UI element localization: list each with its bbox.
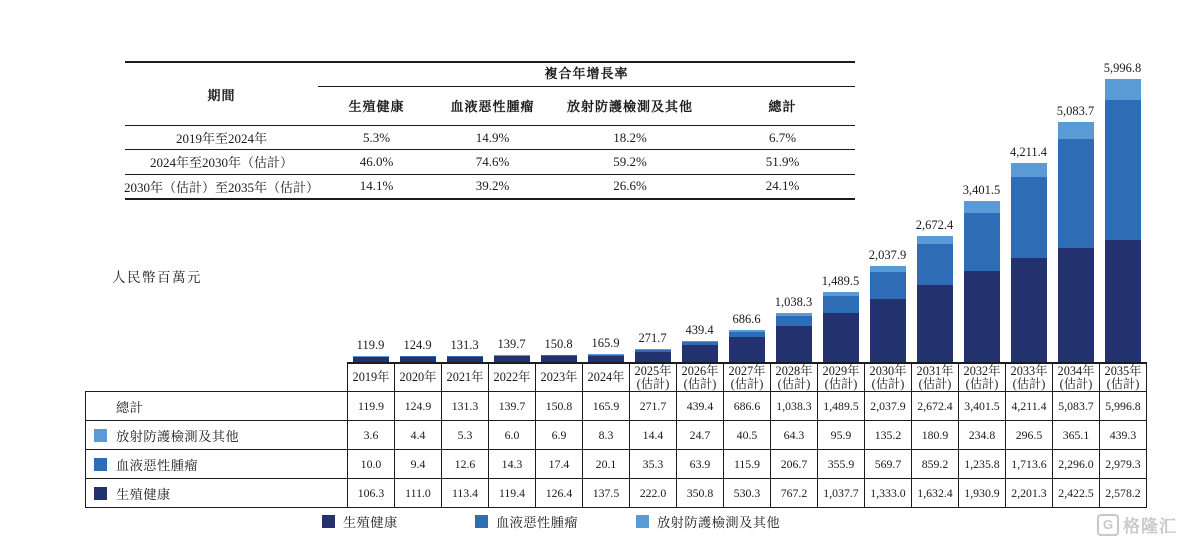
value-cell: 40.5	[723, 421, 770, 449]
bar-segment-hematologic	[964, 213, 1000, 271]
value-cell: 206.7	[770, 450, 817, 478]
bar-column	[911, 60, 958, 362]
year-label: 2026年	[681, 363, 719, 378]
bar-column	[770, 60, 817, 362]
bar-column	[629, 60, 676, 362]
bar-column	[347, 60, 394, 362]
table-row	[86, 420, 1146, 449]
row-label	[86, 479, 347, 507]
bar-segment-reproductive	[588, 356, 624, 362]
year-label: 2019年	[352, 370, 390, 384]
year-header-cell	[1005, 364, 1052, 391]
bar-column	[1099, 60, 1146, 362]
bar-segment-reproductive	[1058, 248, 1094, 362]
bar-column	[817, 60, 864, 362]
year-label: 2034年	[1057, 363, 1095, 378]
year-label: 2031年	[916, 363, 954, 378]
value-cell: 135.2	[864, 421, 911, 449]
bar-segment-hematologic	[870, 272, 906, 299]
bar-segment-radiation	[917, 236, 953, 245]
value-cell: 1,930.9	[958, 479, 1005, 507]
value-cell: 2,037.9	[864, 392, 911, 420]
value-cell: 9.4	[394, 450, 441, 478]
cagr-value-cell: 14.1%	[359, 178, 394, 194]
bar-segment-hematologic	[1011, 177, 1047, 258]
value-cell: 4,211.4	[1005, 392, 1052, 420]
value-cell: 569.7	[864, 450, 911, 478]
year-estimate-label: (估計)	[824, 376, 858, 391]
legend-swatch-icon-radiation	[94, 429, 107, 442]
bar-total-label: 2,037.9	[868, 247, 907, 262]
value-cell: 686.6	[723, 392, 770, 420]
bar-segment-reproductive	[917, 285, 953, 362]
data-table	[85, 391, 1147, 508]
year-header-cell	[911, 364, 958, 391]
value-cell: 530.3	[723, 479, 770, 507]
bar-stack	[1011, 163, 1047, 362]
year-header-cell	[347, 364, 394, 391]
value-cell: 124.9	[394, 392, 441, 420]
value-cell: 137.5	[582, 479, 629, 507]
cagr-value-cell: 59.2%	[613, 153, 647, 169]
bar-stack	[776, 313, 812, 362]
value-cell: 5,083.7	[1052, 392, 1099, 420]
bar-segment-radiation	[1011, 163, 1047, 177]
bar-stack	[1058, 122, 1094, 362]
value-cell: 126.4	[535, 479, 582, 507]
value-cell: 296.5	[1005, 421, 1052, 449]
value-cell: 6.0	[488, 421, 535, 449]
bar-segment-reproductive	[729, 337, 765, 362]
legend-label: 血液惡性腫瘤	[496, 515, 579, 530]
row-label	[86, 421, 347, 449]
value-cell: 365.1	[1052, 421, 1099, 449]
year-label: 2027年	[728, 363, 766, 378]
value-cell: 113.4	[441, 479, 488, 507]
cagr-value-cell: 74.6%	[475, 153, 510, 169]
cagr-col-header: 生殖健康	[348, 99, 405, 114]
row-label-text: 總計	[116, 399, 144, 415]
value-cell: 95.9	[817, 421, 864, 449]
bar-total-label: 119.9	[356, 338, 385, 353]
bar-column	[582, 60, 629, 362]
bar-total-label: 3,401.5	[962, 183, 1001, 198]
bar-stack	[588, 354, 624, 362]
bar-total-label: 4,211.4	[1009, 145, 1048, 160]
bar-segment-hematologic	[1058, 139, 1094, 247]
year-estimate-label: (估計)	[777, 376, 811, 391]
value-cell: 859.2	[911, 450, 958, 478]
value-cell: 355.9	[817, 450, 864, 478]
bar-segment-hematologic	[776, 316, 812, 326]
value-cell: 2,201.3	[1005, 479, 1052, 507]
bar-stack	[870, 266, 906, 362]
cagr-col-header: 放射防護檢測及其他	[566, 99, 693, 114]
bar-total-label: 150.8	[544, 336, 573, 351]
bar-stack	[823, 292, 859, 362]
year-header-cell	[535, 364, 582, 391]
bar-stack	[964, 201, 1000, 362]
value-cell: 150.8	[535, 392, 582, 420]
bar-segment-reproductive	[776, 326, 812, 362]
bar-column	[958, 60, 1005, 362]
value-cell: 1,235.8	[958, 450, 1005, 478]
year-label: 2020年	[399, 370, 437, 384]
year-header-cell	[958, 364, 1005, 391]
year-estimate-label: (估計)	[918, 376, 952, 391]
year-header-cell	[864, 364, 911, 391]
year-estimate-label: (估計)	[871, 376, 905, 391]
value-cell: 165.9	[582, 392, 629, 420]
year-header-cell	[676, 364, 723, 391]
row-label	[86, 450, 347, 478]
year-estimate-label: (估計)	[636, 376, 670, 391]
bar-total-label: 1,489.5	[821, 273, 860, 288]
bar-segment-hematologic	[917, 244, 953, 285]
cagr-value-cell: 46.0%	[359, 153, 394, 169]
cagr-value-cell: 5.3%	[362, 129, 391, 145]
year-label: 2035年	[1104, 363, 1142, 378]
bar-stack	[541, 355, 577, 362]
bar-stack	[682, 341, 718, 362]
value-cell: 14.3	[488, 450, 535, 478]
watermark-text: 格隆汇	[1123, 517, 1177, 536]
value-cell: 1,713.6	[1005, 450, 1052, 478]
value-cell: 1,038.3	[770, 392, 817, 420]
value-cell: 1,037.7	[817, 479, 864, 507]
row-label-text: 血液惡性腫瘤	[116, 457, 199, 473]
cagr-col-header: 血液惡性腫瘤	[450, 99, 535, 114]
cagr-group-header: 複合年增長率	[318, 63, 855, 87]
legend-item	[636, 512, 780, 531]
bar-segment-radiation	[1105, 79, 1141, 100]
bar-segment-hematologic	[823, 296, 859, 313]
value-cell: 2,979.3	[1099, 450, 1146, 478]
table-row	[86, 392, 1146, 420]
year-estimate-label: (估計)	[965, 376, 999, 391]
bar-total-label: 2,672.4	[915, 217, 954, 232]
legend-swatch-icon	[322, 515, 335, 528]
cagr-value-cell: 51.9%	[765, 153, 800, 169]
value-cell: 271.7	[629, 392, 676, 420]
value-cell: 2,296.0	[1052, 450, 1099, 478]
value-cell: 3.6	[347, 421, 394, 449]
year-label: 2032年	[963, 363, 1001, 378]
bar-total-label: 5,083.7	[1056, 104, 1095, 119]
gelonghui-icon: G	[1097, 514, 1119, 536]
value-cell: 234.8	[958, 421, 1005, 449]
row-label-text: 生殖健康	[116, 486, 171, 502]
cagr-value-cell: 18.2%	[613, 129, 647, 145]
year-header-cell	[441, 364, 488, 391]
bar-total-label: 686.6	[732, 311, 761, 326]
legend-item	[475, 512, 578, 531]
table-row	[86, 478, 1146, 507]
value-cell: 131.3	[441, 392, 488, 420]
value-cell: 5.3	[441, 421, 488, 449]
value-cell: 8.3	[582, 421, 629, 449]
value-cell: 24.7	[676, 421, 723, 449]
value-cell: 63.9	[676, 450, 723, 478]
year-label: 2028年	[775, 363, 813, 378]
value-cell: 439.4	[676, 392, 723, 420]
value-cell: 14.4	[629, 421, 676, 449]
value-cell: 3,401.5	[958, 392, 1005, 420]
bar-segment-reproductive	[1011, 258, 1047, 362]
legend-swatch-icon-hematologic	[94, 458, 107, 471]
legend-swatch-icon-reproductive	[94, 487, 107, 500]
row-label	[86, 392, 347, 420]
legend-item	[322, 512, 398, 531]
row-label-text: 放射防護檢測及其他	[116, 428, 240, 444]
cagr-period-header: 期間	[207, 87, 236, 103]
cagr-value-cell: 39.2%	[475, 178, 510, 194]
bar-segment-reproductive	[1105, 240, 1141, 362]
value-cell: 5,996.8	[1099, 392, 1146, 420]
cagr-period-cell: 2024年至2030年（估計）	[149, 155, 293, 171]
bar-stack	[494, 355, 530, 362]
year-header-cell	[817, 364, 864, 391]
year-label: 2029年	[822, 363, 860, 378]
bar-segment-reproductive	[964, 271, 1000, 362]
bar-segment-reproductive	[682, 345, 718, 362]
year-label: 2023年	[540, 370, 578, 384]
bar-column	[488, 60, 535, 362]
year-label: 2025年	[634, 363, 672, 378]
value-cell: 767.2	[770, 479, 817, 507]
year-label: 2022年	[493, 370, 531, 384]
legend-label: 生殖健康	[343, 515, 398, 530]
stacked-bar-chart	[347, 60, 1146, 362]
year-estimate-label: (估計)	[1059, 376, 1093, 391]
table-row	[86, 449, 1146, 478]
legend-swatch-icon	[636, 515, 649, 528]
bar-stack	[729, 330, 765, 362]
legend-label: 放射防護檢測及其他	[657, 515, 781, 530]
value-cell: 106.3	[347, 479, 394, 507]
bar-total-label: 139.7	[497, 337, 526, 352]
year-header-cell	[1099, 364, 1146, 391]
year-header-cell	[488, 364, 535, 391]
bar-total-label: 124.9	[403, 338, 432, 353]
year-label: 2030年	[869, 363, 907, 378]
value-cell: 350.8	[676, 479, 723, 507]
bar-column	[535, 60, 582, 362]
unit-label: 人民幣百萬元	[112, 270, 202, 285]
bar-segment-radiation	[964, 201, 1000, 212]
bar-total-label: 131.3	[450, 337, 479, 352]
bar-column	[864, 60, 911, 362]
cagr-period-cell: 2019年至2024年	[175, 131, 267, 147]
year-label: 2024年	[587, 370, 625, 384]
bar-column	[723, 60, 770, 362]
bar-column	[394, 60, 441, 362]
year-estimate-label: (估計)	[730, 376, 764, 391]
year-label: 2033年	[1010, 363, 1048, 378]
value-cell: 119.9	[347, 392, 394, 420]
bar-segment-radiation	[1058, 122, 1094, 139]
year-header-cell	[394, 364, 441, 391]
bar-stack	[635, 349, 671, 362]
bar-total-label: 165.9	[591, 336, 620, 351]
value-cell: 119.4	[488, 479, 535, 507]
cagr-value-cell: 24.1%	[765, 178, 800, 194]
value-cell: 35.3	[629, 450, 676, 478]
value-cell: 2,672.4	[911, 392, 958, 420]
legend-swatch-icon	[475, 515, 488, 528]
year-header-cell	[582, 364, 629, 391]
bar-total-label: 5,996.8	[1103, 61, 1142, 75]
year-estimate-label: (估計)	[1106, 376, 1140, 391]
year-header-cell	[1052, 364, 1099, 391]
value-cell: 17.4	[535, 450, 582, 478]
cagr-col-header: 總計	[768, 99, 797, 114]
value-cell: 439.3	[1099, 421, 1146, 449]
value-cell: 115.9	[723, 450, 770, 478]
value-cell: 139.7	[488, 392, 535, 420]
value-cell: 222.0	[629, 479, 676, 507]
year-header-cell	[770, 364, 817, 391]
cagr-value-cell: 6.7%	[768, 129, 797, 145]
cagr-value-cell: 14.9%	[475, 129, 510, 145]
value-cell: 180.9	[911, 421, 958, 449]
value-cell: 2,578.2	[1099, 479, 1146, 507]
bar-total-label: 1,038.3	[774, 295, 813, 310]
year-estimate-label: (估計)	[683, 376, 717, 391]
bar-total-label: 271.7	[638, 331, 667, 346]
bar-segment-reproductive	[635, 352, 671, 362]
cagr-period-cell: 2030年（估計）至2035年（估計）	[124, 179, 320, 195]
value-cell: 1,632.4	[911, 479, 958, 507]
cagr-value-cell: 26.6%	[613, 178, 647, 194]
year-header-row	[347, 362, 1147, 391]
value-cell: 12.6	[441, 450, 488, 478]
value-cell: 10.0	[347, 450, 394, 478]
value-cell: 111.0	[394, 479, 441, 507]
bar-column	[1052, 60, 1099, 362]
value-cell: 64.3	[770, 421, 817, 449]
bar-segment-reproductive	[870, 299, 906, 362]
year-header-cell	[629, 364, 676, 391]
value-cell: 4.4	[394, 421, 441, 449]
value-cell: 2,422.5	[1052, 479, 1099, 507]
value-cell: 1,489.5	[817, 392, 864, 420]
bar-total-label: 439.4	[685, 323, 714, 338]
bar-stack	[917, 236, 953, 362]
year-header-cell	[723, 364, 770, 391]
year-label: 2021年	[446, 370, 484, 384]
value-cell: 1,333.0	[864, 479, 911, 507]
bar-segment-reproductive	[823, 313, 859, 362]
watermark-logo	[1097, 512, 1177, 537]
value-cell: 6.9	[535, 421, 582, 449]
bar-segment-hematologic	[1105, 100, 1141, 241]
value-cell: 20.1	[582, 450, 629, 478]
year-estimate-label: (估計)	[1012, 376, 1046, 391]
bar-stack	[1105, 79, 1141, 362]
bar-column	[441, 60, 488, 362]
